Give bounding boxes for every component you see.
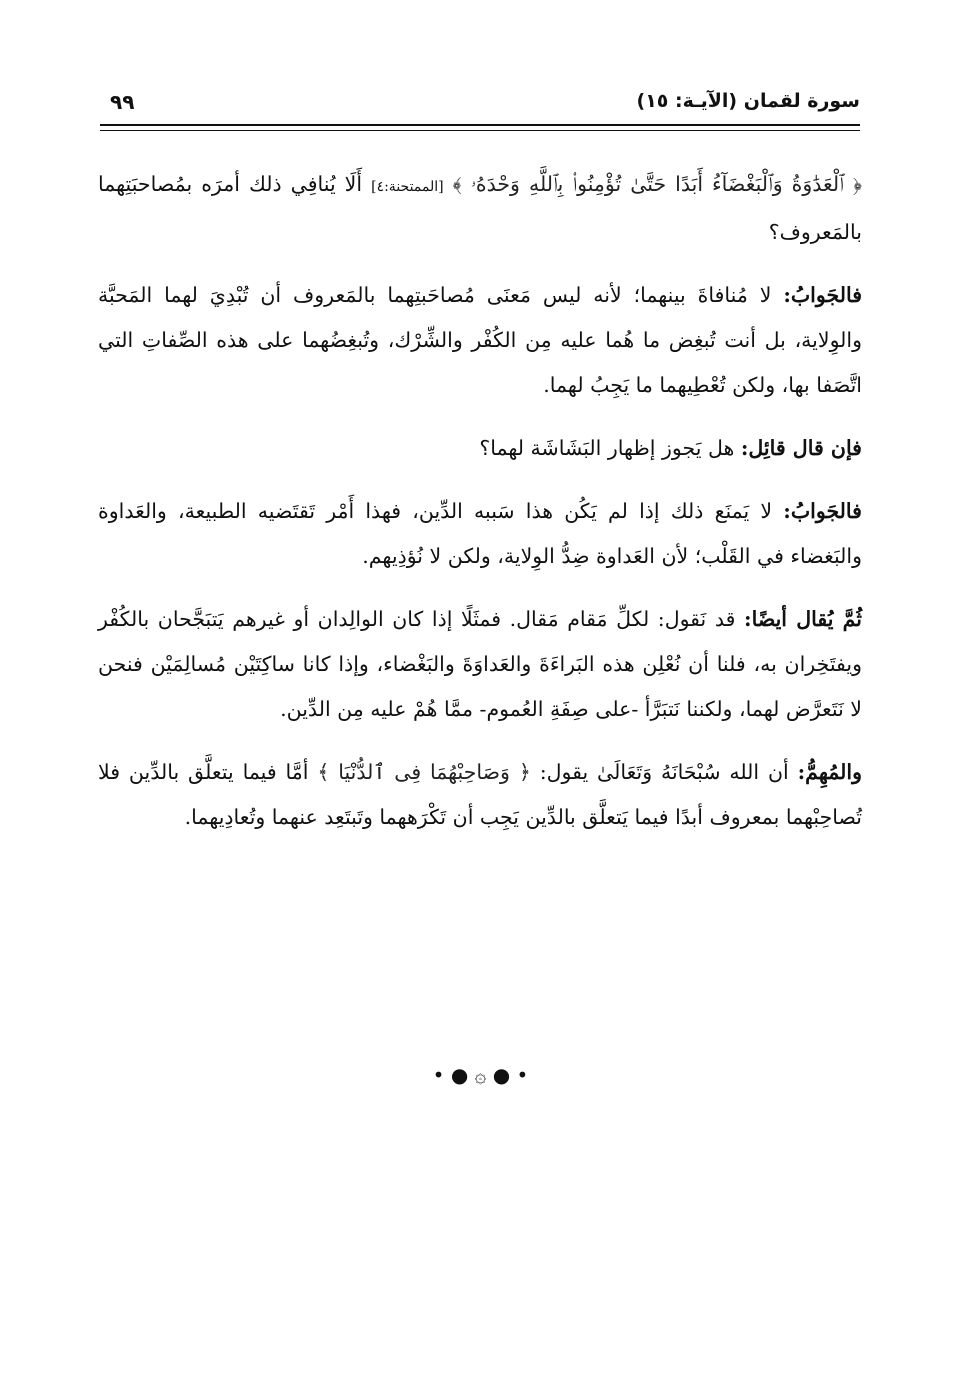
paragraph-text: لا مُنافاةَ بينهما؛ لأنه ليس مَعنَى مُصاحَبتِهما بالمَعروف أن تُبْدِيَ لهما المَحبَّة والوِلاية، بل أنت تُبغِض ما هُما عليه مِن الكُفْر والشِّرْك، وتُبغِضُهما على هذه الصِّفاتِ التي اتَّصَفا بها، ولكن تُعْطِيهما ما يَجِبُ لهما. — [98, 283, 862, 397]
paragraph-lead: ثُمَّ يُقال أيضًا: — [744, 607, 862, 631]
paragraph-text: قد نَقول: لكلِّ مَقام مَقال. فمثَلًا إذا كان الوالِدان أو غيرهم يَتبَجَّحان بالكُفْر ويفتَخِران به، فلنا أن نُعْلِن هذه البَراءَةَ والعَداوَةَ والبَغْضاء، وإذا كانا ساكِتَيْن مُسالِمَيْن فنحن لا نَتَعرَّض لهما، ولكننا نَتبَرَّأ -على صِفَةِ العُموم- ممَّا هُمْ عليه مِن الدِّين. — [98, 607, 862, 721]
header-rule — [100, 124, 860, 126]
page-number: ٩٩ — [110, 90, 135, 114]
paragraph-text: أن الله سُبْحَانَهُ وَتَعَالَىٰ يقول: — [539, 760, 789, 784]
paragraph-5 — [98, 597, 862, 732]
quran-verse: ﴿ وَصَاحِبْهُمَا فِى ٱلدُّنْيَا ﴾ — [317, 760, 531, 784]
paragraph-6 — [98, 750, 862, 840]
page-header — [100, 90, 860, 124]
header-rule-thin — [100, 130, 860, 131]
paragraph-lead: فإن قال قائِل: — [740, 436, 862, 460]
verse-reference: [الممتحنة:٤] — [371, 179, 444, 195]
paragraph-lead: فالجَوابُ: — [783, 283, 862, 307]
paragraph-text: لا يَمنَع ذلك إذا لم يَكُن هذا سَببه الدِّين، فهذا أَمْر تَقتَضيه الطبيعة، والعَداوة والبَغضاء في القَلْب؛ لأن العَداوة ضِدُّ الوِلاية، ولكن لا نُؤذِيهم. — [98, 499, 862, 568]
quran-verse: ﴿ ٱلْعَدَٰوَةُ وَٱلْبَغْضَآءُ أَبَدًا حَتَّىٰ تُؤْمِنُوا۟ بِٱللَّهِ وَحْدَهُۥ ﴾ — [452, 172, 862, 196]
surah-title: سورة لقمان (الآيـة: ١٥) — [636, 90, 860, 112]
body-text — [98, 162, 862, 858]
paragraph-4 — [98, 489, 862, 579]
paragraph-text: أَلَا يُنافِي ذلك أمرَه بمُصاحبَتِهما بالمَعروف؟ — [98, 172, 862, 244]
section-ornament: • ● ۞ ● • — [432, 1063, 529, 1087]
paragraph-2 — [98, 273, 862, 408]
paragraph-text: هل يَجوز إظهار البَشَاشَة لهما؟ — [479, 436, 735, 460]
paragraph-3 — [98, 426, 862, 471]
paragraph-lead: فالجَوابُ: — [783, 499, 862, 523]
paragraph-lead: والمُهِمُّ: — [797, 760, 862, 784]
paragraph-text: أمَّا فيما يتعلَّق بالدِّين فلا تُصاحِبْهما بمعروف أبدًا فيما يَتعلَّق بالدِّين يَجِب أن تَكْرَههما وتَبتَعِد عنهما وتُعادِيهما. — [98, 760, 862, 829]
paragraph-1 — [98, 162, 862, 255]
